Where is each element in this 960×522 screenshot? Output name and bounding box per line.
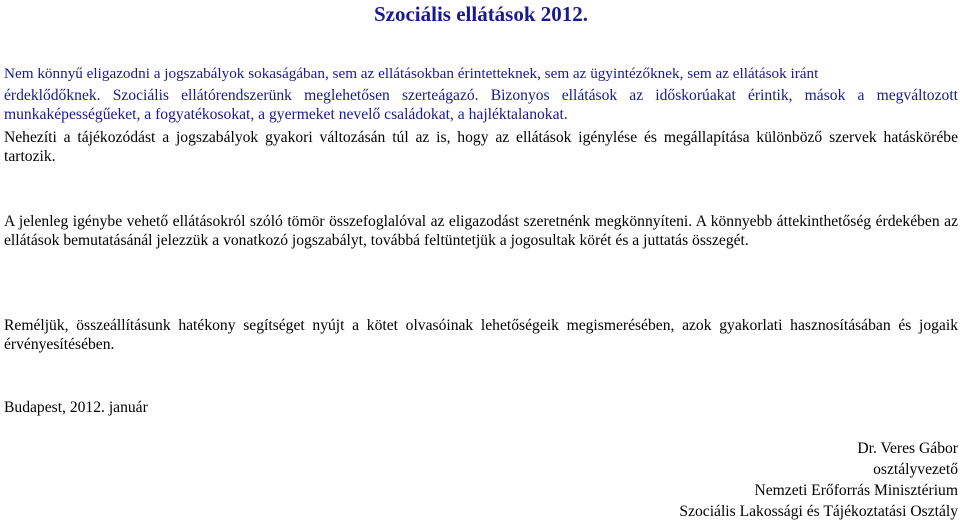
title-container <box>4 0 958 26</box>
document-title: Szociális ellátások 2012. <box>373 2 589 26</box>
signatory-department: Szociális Lakossági és Tájékoztatási Osztály <box>679 503 958 520</box>
signatory-ministry: Nemzeti Erőforrás Minisztérium <box>754 482 958 499</box>
signatory-position: osztályvezető <box>873 461 958 478</box>
document-page <box>4 0 958 520</box>
document-date: Budapest, 2012. január <box>4 399 148 416</box>
signature-block <box>679 438 958 522</box>
complexity-paragraph: Nehezíti a tájékozódást a jogszabályok gyakori változásán túl az is, hogy az ellátások igénylése és megállapítása különböző szervek hatáskörébe tartozik. <box>4 129 958 165</box>
summary-paragraph: A jelenleg igénybe vehető ellátásokról szóló tömör összefoglalóval az eligazodást szeretnénk megkönnyíteni. A könnyebb áttekinthetőség érdekében az ellátások bemutatásánál jelezzük a vonatkozó jogszabályt, továbbá feltüntetjük a jogosultak körét és a juttatás összegét. <box>4 213 958 249</box>
closing-paragraph: Reméljük, összeállításunk hatékony segítséget nyújt a kötet olvasóinak lehetőségeik megismerésében, azok gyakorlati hasznosításában és jogaik érvényesítésében. <box>4 317 958 353</box>
signatory-name: Dr. Veres Gábor <box>857 440 958 457</box>
intro-paragraph: érdeklődőknek. Szociális ellátórendszerünk meglehetősen szerteágazó. Bizonyos ellátások az időskorúakat érintik, mások a megváltozott munkaképességűeket, a fogyatékosokat, a gyermeket nevelő családokat, a hajléktalanokat. <box>4 87 958 123</box>
intro-paragraph-line-1: Nem könnyű eligazodni a jogszabályok sokaságában, sem az ellátásokban érintetteknek, sem az ügyintézőknek, sem az ellátások iránt <box>4 65 819 82</box>
